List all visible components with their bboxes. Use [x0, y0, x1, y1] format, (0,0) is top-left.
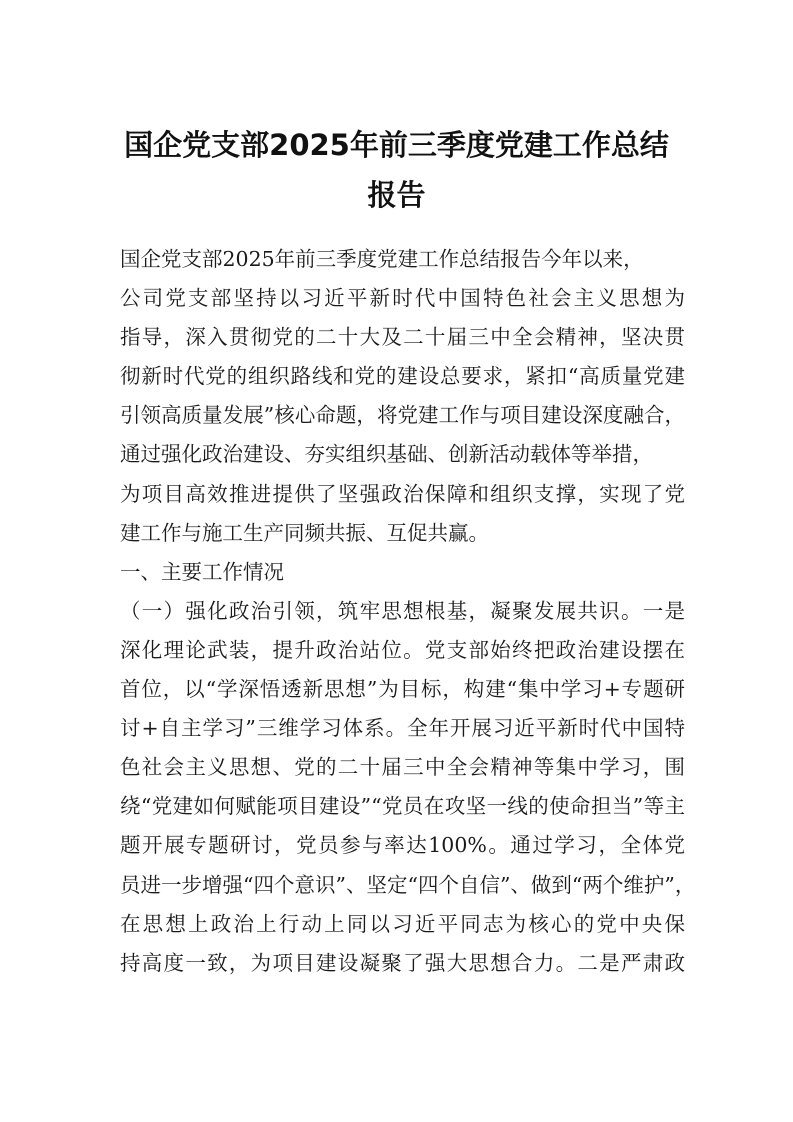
body-line: 首位，以“学深悟透新思想”为目标，构建“集中学习+专题研 [120, 677, 685, 702]
body-line: 题开展专题研讨，党员参与率达100%。通过学习，全体党 [120, 833, 685, 858]
body-line: 员进一步增强“四个意识”、坚定“四个自信”、做到“两个维护”， [120, 872, 696, 897]
body-line: 彻新时代党的组织路线和党的建设总要求，紧扣“高质量党建 [120, 364, 685, 389]
body-line: 国企党支部2025年前三季度党建工作总结报告今年以来， [120, 247, 644, 271]
body-line: 深化理论武装，提升政治站位。党支部始终把政治建设摆在 [120, 637, 685, 662]
document-title-continued: 报告 [367, 178, 426, 212]
document-title: 国企党支部2025年前三季度党建工作总结 [124, 128, 669, 162]
body-line: 在思想上政治上行动上同以习近平同志为核心的党中央保 [120, 911, 685, 936]
body-line: 持高度一致，为项目建设凝聚了强大思想合力。二是严肃政 [120, 950, 685, 975]
body-line: 色社会主义思想、党的二十届三中全会精神等集中学习，围 [120, 755, 685, 780]
body-line: 绕“党建如何赋能项目建设”“党员在攻坚一线的使命担当”等主 [120, 794, 685, 819]
section-heading: 一、主要工作情况 [120, 559, 284, 584]
body-line: 引领高质量发展”核心命题，将党建工作与项目建设深度融合， [120, 403, 685, 428]
body-line: 讨+自主学习”三维学习体系。全年开展习近平新时代中国特 [120, 716, 685, 741]
body-line: 公司党支部坚持以习近平新时代中国特色社会主义思想为 [120, 286, 685, 311]
body-line: 建工作与施工生产同频共振、互促共赢。 [120, 520, 489, 545]
body-line: 为项目高效推进提供了坚强政治保障和组织支撑，实现了党 [120, 481, 685, 506]
document-body [120, 240, 696, 983]
body-line: 指导，深入贯彻党的二十大及二十届三中全会精神，坚决贯 [120, 325, 685, 350]
body-line: （一）强化政治引领，筑牢思想根基，凝聚发展共识。一是 [120, 598, 685, 623]
body-line: 通过强化政治建设、夯实组织基础、创新活动载体等举措， [120, 442, 653, 467]
